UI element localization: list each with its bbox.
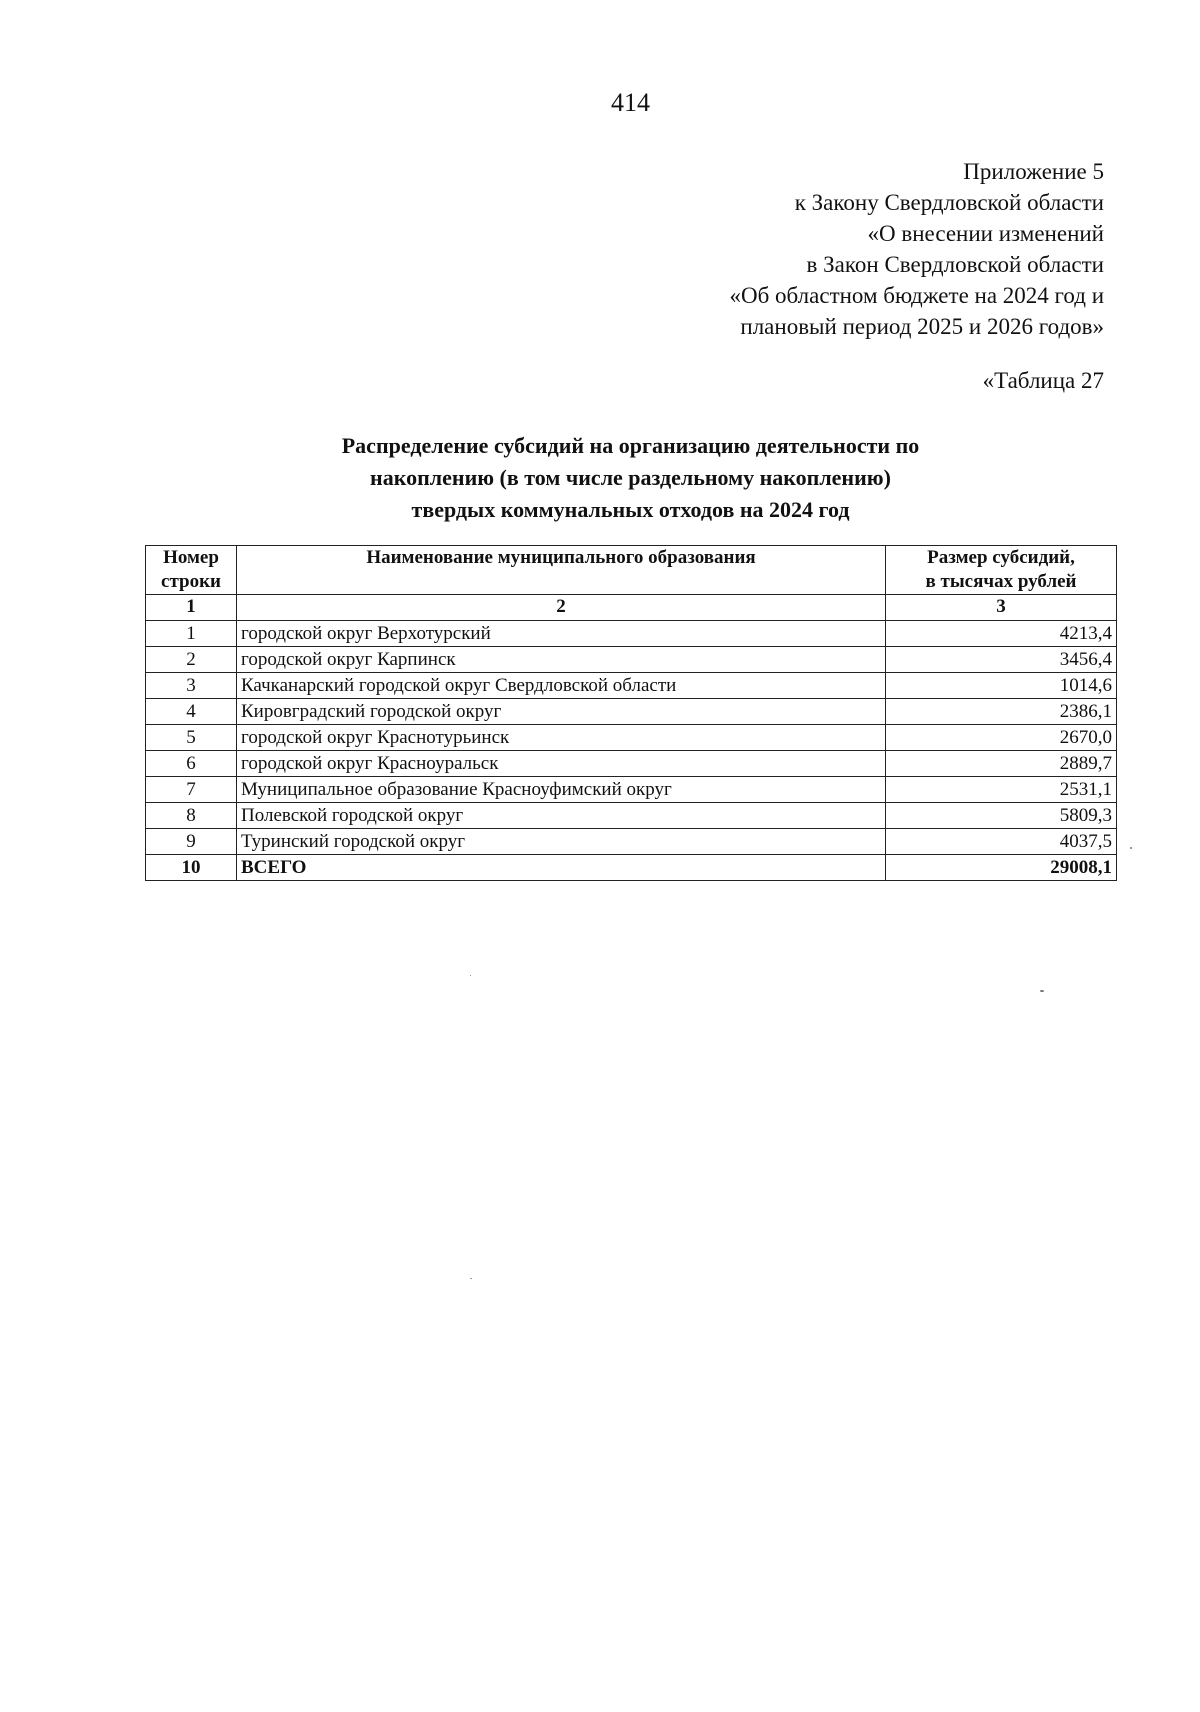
title-line: Распределение субсидий на организацию деятельности по (341, 433, 920, 458)
table-row (146, 777, 1117, 803)
header-subsidy-line: в тысячах рублей (925, 571, 1077, 592)
scan-speck (1130, 847, 1132, 849)
row-number: 2 (146, 647, 237, 673)
municipality-name: городской округ Краснотурьинск (237, 725, 886, 751)
row-number: 8 (146, 803, 237, 829)
municipality-name: городской округ Карпинск (237, 647, 886, 673)
subsidies-table (145, 545, 1117, 881)
municipality-name: Туринский городской округ (237, 829, 886, 855)
appendix-line: Приложение 5 (963, 159, 1104, 184)
table-label: «Таблица 27 (982, 368, 1104, 393)
table-row (146, 829, 1117, 855)
subsidy-value: 2386,1 (886, 699, 1117, 725)
subsidy-value: 4037,5 (886, 829, 1117, 855)
page-number: 414 (611, 88, 650, 117)
table-row (146, 621, 1117, 647)
subsidy-value: 2889,7 (886, 751, 1117, 777)
table-row (146, 647, 1117, 673)
table-row (146, 803, 1117, 829)
appendix-line: «Об областном бюджете на 2024 год и (729, 283, 1104, 308)
header-row-number: Номер строки (146, 546, 237, 595)
table-row (146, 751, 1117, 777)
row-number: 1 (146, 621, 237, 647)
municipality-name: Муниципальное образование Красноуфимский округ (237, 777, 886, 803)
subsidy-value: 2531,1 (886, 777, 1117, 803)
total-label: ВСЕГО (237, 855, 886, 881)
total-row (146, 855, 1117, 881)
appendix-line: «О внесении изменений (867, 221, 1104, 246)
municipality-name: Качканарский городской округ Свердловской области (237, 673, 886, 699)
title-line: твердых коммунальных отходов на 2024 год (411, 497, 850, 522)
total-row-number: 10 (146, 855, 237, 881)
subsidy-value: 4213,4 (886, 621, 1117, 647)
subsidy-value: 2670,0 (886, 725, 1117, 751)
header-municipality-name: Наименование муниципального образования (237, 546, 886, 595)
municipality-name: городской округ Верхотурский (237, 621, 886, 647)
municipality-name: Кировградский городской округ (237, 699, 886, 725)
appendix-line: к Закону Свердловской области (794, 190, 1104, 215)
row-number: 4 (146, 699, 237, 725)
appendix-block (729, 156, 1104, 342)
municipality-name: Полевской городской округ (237, 803, 886, 829)
scan-speck (470, 1278, 472, 1279)
subsidy-value: 3456,4 (886, 647, 1117, 673)
scan-speck (1040, 990, 1044, 992)
subsidy-value: 5809,3 (886, 803, 1117, 829)
header-row (146, 546, 1117, 595)
appendix-line: в Закон Свердловской области (806, 252, 1104, 277)
total-value: 29008,1 (886, 855, 1117, 881)
subsidy-value: 1014,6 (886, 673, 1117, 699)
table-row (146, 699, 1117, 725)
row-number: 6 (146, 751, 237, 777)
row-number: 7 (146, 777, 237, 803)
row-number: 3 (146, 673, 237, 699)
table-row (146, 725, 1117, 751)
municipality-name: городской округ Красноуральск (237, 751, 886, 777)
appendix-line: плановый период 2025 и 2026 годов» (740, 314, 1104, 339)
row-number: 5 (146, 725, 237, 751)
row-number: 9 (146, 829, 237, 855)
title-line: накоплению (в том числе раздельному накоплению) (370, 465, 891, 490)
column-number: 2 (237, 595, 886, 621)
table-row (146, 673, 1117, 699)
column-number-row (146, 595, 1117, 621)
document-title (0, 430, 1200, 526)
column-number: 3 (886, 595, 1117, 621)
header-subsidy-amount (886, 546, 1117, 595)
column-number: 1 (146, 595, 237, 621)
scan-speck (470, 975, 471, 976)
header-subsidy-line: Размер субсидий, (927, 547, 1075, 568)
